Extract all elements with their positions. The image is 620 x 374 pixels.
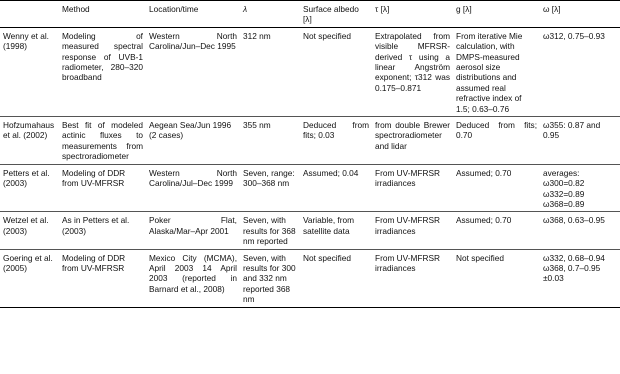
cell-location-time: Poker Flat, Alaska/Mar–Apr 2001 <box>146 212 240 249</box>
cell-location-time: Mexico City (MCMA), April 2003 14 April 2003 (reported in Barnard et al., 2008) <box>146 249 240 307</box>
table-row <box>0 117 620 165</box>
cell-method: Modeling of measured spectral response of UVB-1 radiometer, 280–320 broadband <box>59 27 146 116</box>
cell-g: Not specified <box>453 249 540 307</box>
header-method: Method <box>59 1 146 28</box>
header-tau: τ [λ] <box>372 1 453 28</box>
cell-omega: ω312, 0.75–0.93 <box>540 27 620 116</box>
cell-tau: From UV-MFRSR irradiances <box>372 249 453 307</box>
header-surface-albedo: Surface albedo [λ] <box>300 1 372 28</box>
header-g: g [λ] <box>453 1 540 28</box>
cell-location-time: Western North Carolina/Jun–Dec 1995 <box>146 27 240 116</box>
cell-reference: Hofzumahaus et al. (2002) <box>0 117 59 165</box>
cell-surface-albedo: Assumed; 0.04 <box>300 164 372 212</box>
cell-method: Modeling of DDR from UV-MFRSR <box>59 164 146 212</box>
cell-reference: Wenny et al. (1998) <box>0 27 59 116</box>
cell-reference: Petters et al. (2003) <box>0 164 59 212</box>
cell-g: Assumed; 0.70 <box>453 212 540 249</box>
cell-g: Deduced from fits; 0.70 <box>453 117 540 165</box>
cell-tau: From UV-MFRSR irradiances <box>372 212 453 249</box>
cell-method: Best fit of modeled actinic fluxes to measurements from spectroradiometer <box>59 117 146 165</box>
cell-method: Modeling of DDR from UV-MFRSR <box>59 249 146 307</box>
header-lambda: λ <box>240 1 300 28</box>
cell-reference: Wetzel et al. (2003) <box>0 212 59 249</box>
cell-surface-albedo: Not specified <box>300 249 372 307</box>
cell-tau: Extrapolated from visible MFRSR-derived τ using a linear Angström exponent; τ312 was 0.175–0.871 <box>372 27 453 116</box>
cell-omega: ω332, 0.68–0.94 ω368, 0.7–0.95 ±0.03 <box>540 249 620 307</box>
table-row <box>0 27 620 116</box>
cell-g: From iterative Mie calculation, with DMPS-measured aerosol size distributions and assumed real refractive index of 1.5; 0.63–0.76 <box>453 27 540 116</box>
cell-tau: From UV-MFRSR irradiances <box>372 164 453 212</box>
cell-method: As in Petters et al. (2003) <box>59 212 146 249</box>
cell-reference: Goering et al. (2005) <box>0 249 59 307</box>
cell-lambda: Seven, with results for 300 and 332 nm reported 368 nm <box>240 249 300 307</box>
cell-surface-albedo: Deduced from fits; 0.03 <box>300 117 372 165</box>
cell-location-time: Western North Carolina/Jul–Dec 1999 <box>146 164 240 212</box>
cell-lambda: 312 nm <box>240 27 300 116</box>
cell-omega: ω368, 0.63–0.95 <box>540 212 620 249</box>
cell-surface-albedo: Variable, from satellite data <box>300 212 372 249</box>
header-omega: ω [λ] <box>540 1 620 28</box>
cell-tau: from double Brewer spectroradiometer and lidar <box>372 117 453 165</box>
header-reference <box>0 1 59 28</box>
table-header-row <box>0 1 620 28</box>
header-location-time: Location/time <box>146 1 240 28</box>
cell-g: Assumed; 0.70 <box>453 164 540 212</box>
cell-lambda: Seven, with results for 368 nm reported <box>240 212 300 249</box>
cell-omega: averages: ω300=0.82 ω332=0.89 ω368=0.89 <box>540 164 620 212</box>
table-row <box>0 249 620 307</box>
table-row <box>0 212 620 249</box>
cell-surface-albedo: Not specified <box>300 27 372 116</box>
cell-lambda: Seven, range: 300–368 nm <box>240 164 300 212</box>
cell-location-time: Aegean Sea/Jun 1996 (2 cases) <box>146 117 240 165</box>
cell-lambda: 355 nm <box>240 117 300 165</box>
table-row <box>0 164 620 212</box>
cell-omega: ω355: 0.87 and 0.95 <box>540 117 620 165</box>
